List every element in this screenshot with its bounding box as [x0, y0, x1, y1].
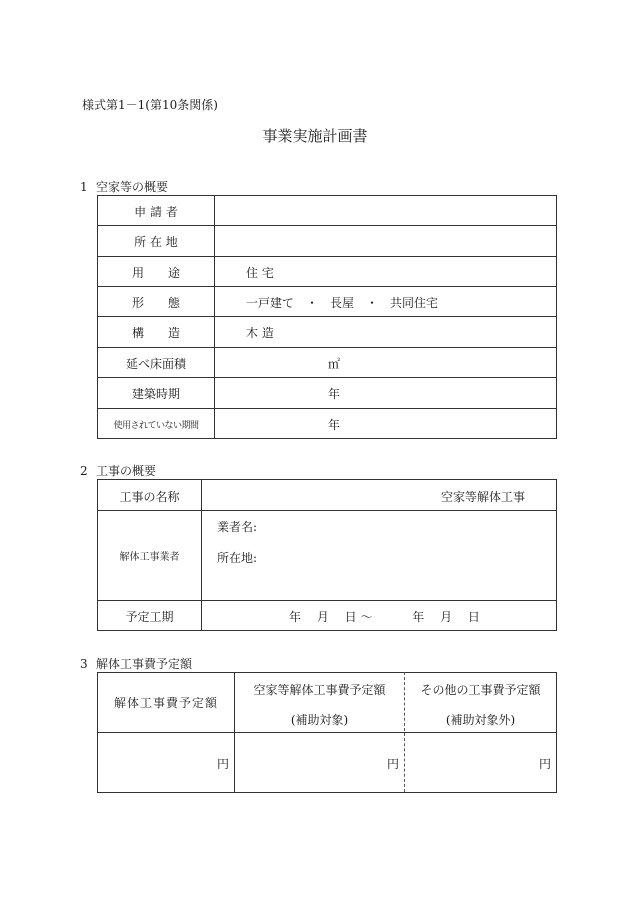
floor-area-unit: ㎡	[328, 357, 341, 371]
form-type-label: 形 態	[131, 296, 180, 310]
location-label: 所 在 地	[134, 235, 178, 249]
work-name-value: 空家等解体工事	[441, 490, 526, 504]
demolition-cost-yen: 円	[217, 757, 230, 771]
applicant-label: 申 請 者	[134, 205, 178, 219]
contractor-address-label: 所在地:	[217, 551, 258, 565]
structure-label: 構 造	[131, 326, 180, 340]
section1-number: 1	[80, 180, 88, 194]
structure-value: 木 造	[246, 326, 274, 340]
subsidy-cost-header: 空家等解体工事費予定額	[253, 683, 386, 697]
period-value: 年 月 日 ～ 年 月 日	[289, 610, 480, 624]
section2-title: 工事の概要	[96, 464, 157, 478]
subsidy-cost-subheader: (補助対象)	[290, 713, 349, 727]
construction-year-unit: 年	[328, 387, 341, 401]
form-type-value: 一戸建て ・ 長屋 ・ 共同住宅	[246, 296, 439, 310]
section3-number: 3	[80, 657, 88, 671]
subsidy-cost-yen: 円	[387, 757, 400, 771]
contractor-name-label: 業者名:	[217, 520, 258, 534]
section2-number: 2	[80, 464, 88, 478]
work-name-label: 工事の名称	[119, 490, 180, 504]
period-label: 予定工期	[125, 610, 174, 624]
other-cost-header: その他の工事費予定額	[420, 683, 541, 697]
floor-area-label: 延べ床面積	[125, 357, 186, 371]
section3-heading	[80, 655, 192, 672]
demolition-cost-header: 解体工事費予定額	[113, 696, 218, 710]
document-title: 事業実施計画書	[262, 127, 368, 145]
other-cost-yen: 円	[539, 757, 552, 771]
contractor-label: 解体工事業者	[119, 552, 180, 563]
form-number: 様式第1－1(第10条関係)	[82, 98, 218, 112]
vacant-period-label: 使用されていない期間	[113, 421, 199, 431]
usage-value: 住 宅	[246, 266, 274, 280]
section1-title: 空家等の概要	[96, 180, 169, 194]
vacant-period-unit: 年	[328, 418, 341, 432]
construction-year-label: 建築時期	[131, 387, 180, 401]
section3-title: 解体工事費予定額	[96, 657, 193, 671]
section2-heading	[80, 462, 156, 479]
other-cost-subheader: (補助対象外)	[445, 713, 516, 727]
section1-heading	[80, 178, 168, 195]
usage-label: 用 途	[131, 266, 180, 280]
